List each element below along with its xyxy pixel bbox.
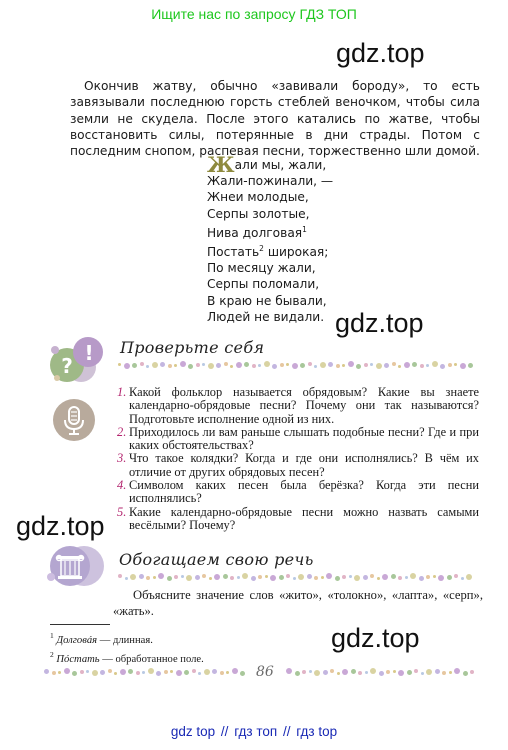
decorative-dot — [164, 670, 168, 674]
decorative-dot — [64, 668, 70, 674]
watermark: gdz.top — [331, 623, 420, 653]
decorative-dot — [224, 362, 228, 366]
decorative-dot — [307, 574, 312, 579]
footnote-ref: 1 — [302, 224, 307, 234]
footnote — [50, 629, 204, 648]
decorative-dot — [120, 669, 126, 675]
decorative-dot — [240, 671, 245, 676]
decorative-dot — [468, 363, 473, 368]
decorative-dot — [354, 575, 360, 581]
decorative-dot — [216, 363, 221, 368]
poem-line-text: Нива долговая — [207, 225, 303, 240]
decorative-dot — [432, 361, 438, 367]
search-banner: Ищите нас по запросу ГДЗ ТОП — [151, 6, 357, 22]
speech-task: Объясните значение слов «жито», «толокно», «лапта», «серп», «жать». — [113, 588, 483, 619]
separator: // — [220, 724, 229, 739]
question-number: 3. — [117, 451, 127, 466]
decorative-dot — [433, 575, 436, 578]
decorative-dot — [170, 670, 173, 673]
decorative-dot — [212, 669, 217, 674]
poem-line — [207, 241, 333, 260]
decorative-dot — [342, 364, 345, 367]
questions-list — [117, 386, 479, 532]
decorative-dot — [405, 576, 408, 579]
decorative-dot — [302, 670, 306, 674]
decorative-dot — [118, 363, 121, 366]
decorative-dot — [298, 574, 304, 580]
link-gdz-top-cyrillic[interactable]: гдз топ — [234, 724, 278, 739]
decorative-dot — [358, 671, 362, 675]
decorative-dot — [460, 363, 466, 369]
poem-line-text: широкая; — [263, 245, 329, 260]
decorative-dot — [370, 363, 373, 366]
poem-line: По месяцу жали, — [207, 261, 316, 276]
decorative-dot — [223, 574, 228, 579]
decorative-dot — [118, 574, 122, 578]
poem-line: Жнеи молодые, — [207, 190, 309, 205]
decorative-dot — [244, 362, 249, 367]
link-gdz-top-mixed[interactable]: гдз top — [296, 724, 338, 739]
decorative-dot — [336, 364, 340, 368]
bottom-links — [0, 724, 508, 739]
question-text: Символом каких песен была берёзка? Когда эти песни исполнялись? — [129, 478, 479, 506]
decorative-dot — [314, 576, 318, 580]
question-number: 5. — [117, 504, 127, 519]
decorative-dot — [279, 575, 284, 580]
dotted-divider — [44, 668, 249, 676]
decorative-dot — [398, 670, 404, 676]
decorative-dot — [435, 669, 440, 674]
footnote-rule — [50, 624, 110, 625]
decorative-dot — [363, 575, 368, 580]
decorative-dot — [404, 362, 410, 368]
decorative-dot — [226, 671, 229, 674]
list-item — [117, 452, 479, 479]
decorative-dot — [286, 363, 289, 366]
decorative-dot — [292, 363, 298, 369]
decorative-dot — [195, 575, 200, 580]
decorative-dot — [398, 576, 402, 580]
footnote-term: Долговáя — [56, 635, 98, 646]
decorative-dot — [184, 670, 189, 675]
decorative-dot — [323, 670, 328, 675]
decorative-dot — [314, 670, 320, 676]
decorative-dot — [382, 574, 388, 580]
decorative-dot — [348, 361, 354, 367]
decorative-dot — [461, 577, 464, 580]
decorative-dot — [365, 671, 368, 674]
question-number: 4. — [117, 478, 127, 493]
decorative-dot — [44, 669, 49, 674]
decorative-dot — [146, 365, 149, 368]
question-number: 1. — [117, 385, 127, 399]
decorative-dot — [280, 363, 284, 367]
decorative-dot — [426, 669, 432, 675]
svg-text:!: ! — [84, 341, 94, 365]
decorative-dot — [258, 364, 261, 367]
question-text: Какой фольклор называется обрядовым? Какие вы знаете календарно-обрядовые песни? Почему они так называются? Подготовьте исполнение одной из них. — [129, 385, 479, 426]
footnotes — [50, 629, 204, 666]
poem-line: Жали-пожинали, — — [207, 174, 334, 189]
decorative-dot — [242, 573, 248, 579]
decorative-dot — [220, 671, 224, 675]
decorative-dot — [265, 575, 268, 578]
decorative-dot — [293, 577, 296, 580]
decorative-dot — [391, 574, 396, 579]
decorative-dot — [72, 671, 77, 676]
decorative-dot — [258, 575, 262, 579]
decorative-dot — [328, 362, 333, 367]
decorative-dot — [146, 576, 150, 580]
decorative-dot — [142, 671, 145, 674]
watermark: gdz.top — [336, 38, 425, 68]
poem-line: Людей не видали. — [207, 309, 325, 324]
decorative-dot — [132, 363, 137, 368]
decorative-dot — [438, 575, 444, 581]
decorative-dot — [167, 576, 172, 581]
decorative-dot — [272, 364, 277, 369]
decorative-dot — [237, 576, 240, 579]
decorative-dot — [342, 669, 348, 675]
decorative-dot — [176, 670, 182, 676]
decorative-dot — [420, 364, 424, 368]
decorative-dot — [392, 362, 396, 366]
decorative-dot — [419, 576, 424, 581]
microphone-icon — [52, 398, 96, 442]
poem-line-text: Постать — [207, 245, 260, 260]
decorative-dot — [156, 671, 161, 676]
question-text: Какие календарно-обрядовые песни можно назвать самыми весёлыми? Почему? — [129, 504, 479, 532]
decorative-dot — [370, 574, 374, 578]
decorative-dot — [180, 361, 186, 367]
decorative-dot — [379, 671, 384, 676]
decorative-dot — [410, 573, 416, 579]
poem — [207, 152, 334, 325]
decorative-dot — [407, 670, 412, 675]
decorative-dot — [384, 363, 389, 368]
dotted-divider — [118, 361, 480, 369]
decorative-dot — [412, 362, 417, 367]
decorative-dot — [342, 575, 346, 579]
decorative-dot — [449, 671, 452, 674]
decorative-dot — [140, 362, 144, 366]
question-text: Приходилось ли вам раньше слышать подобные песни? Где и при каких обстоятельствах? — [129, 424, 479, 453]
decorative-dot — [128, 669, 133, 674]
dotted-divider — [286, 668, 481, 676]
poem-dropcap: Ж — [207, 152, 235, 177]
decorative-dot — [153, 576, 156, 579]
decorative-dot — [230, 365, 233, 368]
decorative-dot — [386, 670, 390, 674]
decorative-dot — [454, 574, 458, 578]
footnote-definition: — обработанное поле. — [99, 653, 204, 665]
footnote-mark: 2 — [50, 649, 54, 659]
decorative-dot — [337, 672, 340, 675]
footnote-ref: 2 — [259, 244, 264, 254]
watermark: gdz.top — [16, 511, 105, 541]
decorative-dot — [426, 364, 429, 367]
decorative-dot — [202, 363, 205, 366]
decorative-dot — [264, 361, 270, 367]
poem-line: Серпы поломали, — [207, 277, 320, 292]
decorative-dot — [466, 574, 472, 580]
link-gdz-top[interactable]: gdz top — [170, 724, 216, 739]
check-yourself-heading: Проверьте себя — [120, 338, 265, 357]
decorative-dot — [377, 577, 380, 580]
decorative-dot — [270, 575, 276, 581]
decorative-dot — [202, 574, 206, 578]
decorative-dot — [136, 671, 140, 675]
poem-line-text: али мы, жали, — [234, 158, 327, 172]
decorative-dot — [130, 574, 136, 580]
decorative-dot — [230, 576, 234, 580]
footnote — [50, 648, 204, 667]
decorative-dot — [236, 362, 242, 368]
decorative-dot — [168, 364, 172, 368]
decorative-dot — [58, 671, 61, 674]
decorative-dot — [295, 671, 300, 676]
decorative-dot — [470, 670, 474, 674]
decorative-dot — [124, 363, 130, 369]
decorative-dot — [442, 671, 446, 675]
decorative-dot — [204, 669, 210, 675]
decorative-dot — [454, 668, 460, 674]
decorative-dot — [286, 668, 292, 674]
decorative-dot — [440, 364, 445, 369]
enrich-speech-heading: Обогащаем свою речь — [119, 550, 314, 569]
decorative-dot — [286, 574, 290, 578]
decorative-dot — [398, 365, 401, 368]
svg-text:?: ? — [61, 354, 73, 378]
list-item — [117, 479, 479, 506]
decorative-dot — [100, 670, 105, 675]
decorative-dot — [214, 574, 220, 580]
list-item — [117, 506, 479, 533]
decorative-dot — [448, 363, 452, 367]
decorative-dot — [393, 670, 396, 673]
decorative-dot — [364, 363, 368, 367]
decorative-dot — [300, 363, 305, 368]
decorative-dot — [326, 573, 332, 579]
decorative-dot — [421, 672, 424, 675]
decorative-dot — [160, 362, 165, 367]
footnote-term: Пóстать — [56, 653, 100, 665]
decorative-dot — [414, 669, 418, 673]
decorative-dot — [188, 364, 193, 369]
decorative-dot — [370, 668, 376, 674]
decorative-dot — [108, 669, 112, 673]
decorative-dot — [174, 575, 178, 579]
list-item — [117, 426, 479, 453]
decorative-dot — [376, 363, 382, 369]
decorative-dot — [52, 671, 56, 675]
decorative-dot — [208, 363, 214, 369]
decorative-dot — [454, 363, 457, 366]
decorative-dot — [80, 670, 84, 674]
separator: // — [282, 724, 291, 739]
decorative-dot — [196, 363, 200, 367]
intro-paragraph: Окончив жатву, обычно «завивали бороду», то есть завязывали последнюю горсть стеблей веночком, чтобы сила земли не скудела. После этого катались по жатве, чтобы восстановить силы, потерянные в дни страды. Потом с последним снопом, распевая песни, торжественно шли домой. — [70, 79, 480, 159]
decorative-dot — [186, 575, 192, 581]
decorative-dot — [181, 575, 184, 578]
decorative-dot — [125, 577, 128, 580]
question-number: 2. — [117, 424, 127, 439]
list-item — [117, 386, 479, 426]
decorative-dot — [174, 364, 177, 367]
decorative-dot — [152, 362, 158, 368]
decorative-dot — [335, 576, 340, 581]
poem-line: Серпы золотые, — [207, 206, 310, 221]
decorative-dot — [356, 364, 361, 369]
decorative-dot — [330, 669, 334, 673]
footnote-definition: — длинная. — [97, 635, 153, 646]
decorative-dot — [92, 670, 98, 676]
decorative-dot — [308, 362, 312, 366]
decorative-dot — [198, 672, 201, 675]
decorative-dot — [158, 573, 164, 579]
poem-line: В краю не бывали, — [207, 293, 327, 308]
poem-line — [207, 152, 333, 177]
question-exclamation-icon — [46, 334, 106, 386]
decorative-dot — [426, 575, 430, 579]
decorative-dot — [351, 669, 356, 674]
column-icon — [44, 544, 108, 586]
decorative-dot — [349, 575, 352, 578]
decorative-dot — [251, 576, 256, 581]
decorative-dot — [192, 669, 196, 673]
decorative-dot — [320, 362, 326, 368]
dotted-divider — [118, 573, 480, 581]
watermark: gdz.top — [335, 308, 424, 338]
decorative-dot — [114, 672, 117, 675]
decorative-dot — [209, 577, 212, 580]
poem-line — [207, 222, 333, 241]
decorative-dot — [321, 576, 324, 579]
question-text: Что такое колядки? Когда и где они исполнялись? В чём их отличие от других обрядовых песен? — [129, 451, 479, 479]
decorative-dot — [86, 670, 89, 673]
decorative-dot — [232, 668, 238, 674]
page-number: 86 — [256, 664, 274, 680]
decorative-dot — [139, 574, 144, 579]
decorative-dot — [309, 670, 312, 673]
footnote-mark: 1 — [50, 631, 54, 640]
decorative-dot — [314, 365, 317, 368]
decorative-dot — [463, 671, 468, 676]
decorative-dot — [447, 575, 452, 580]
decorative-dot — [252, 364, 256, 368]
decorative-dot — [148, 668, 154, 674]
